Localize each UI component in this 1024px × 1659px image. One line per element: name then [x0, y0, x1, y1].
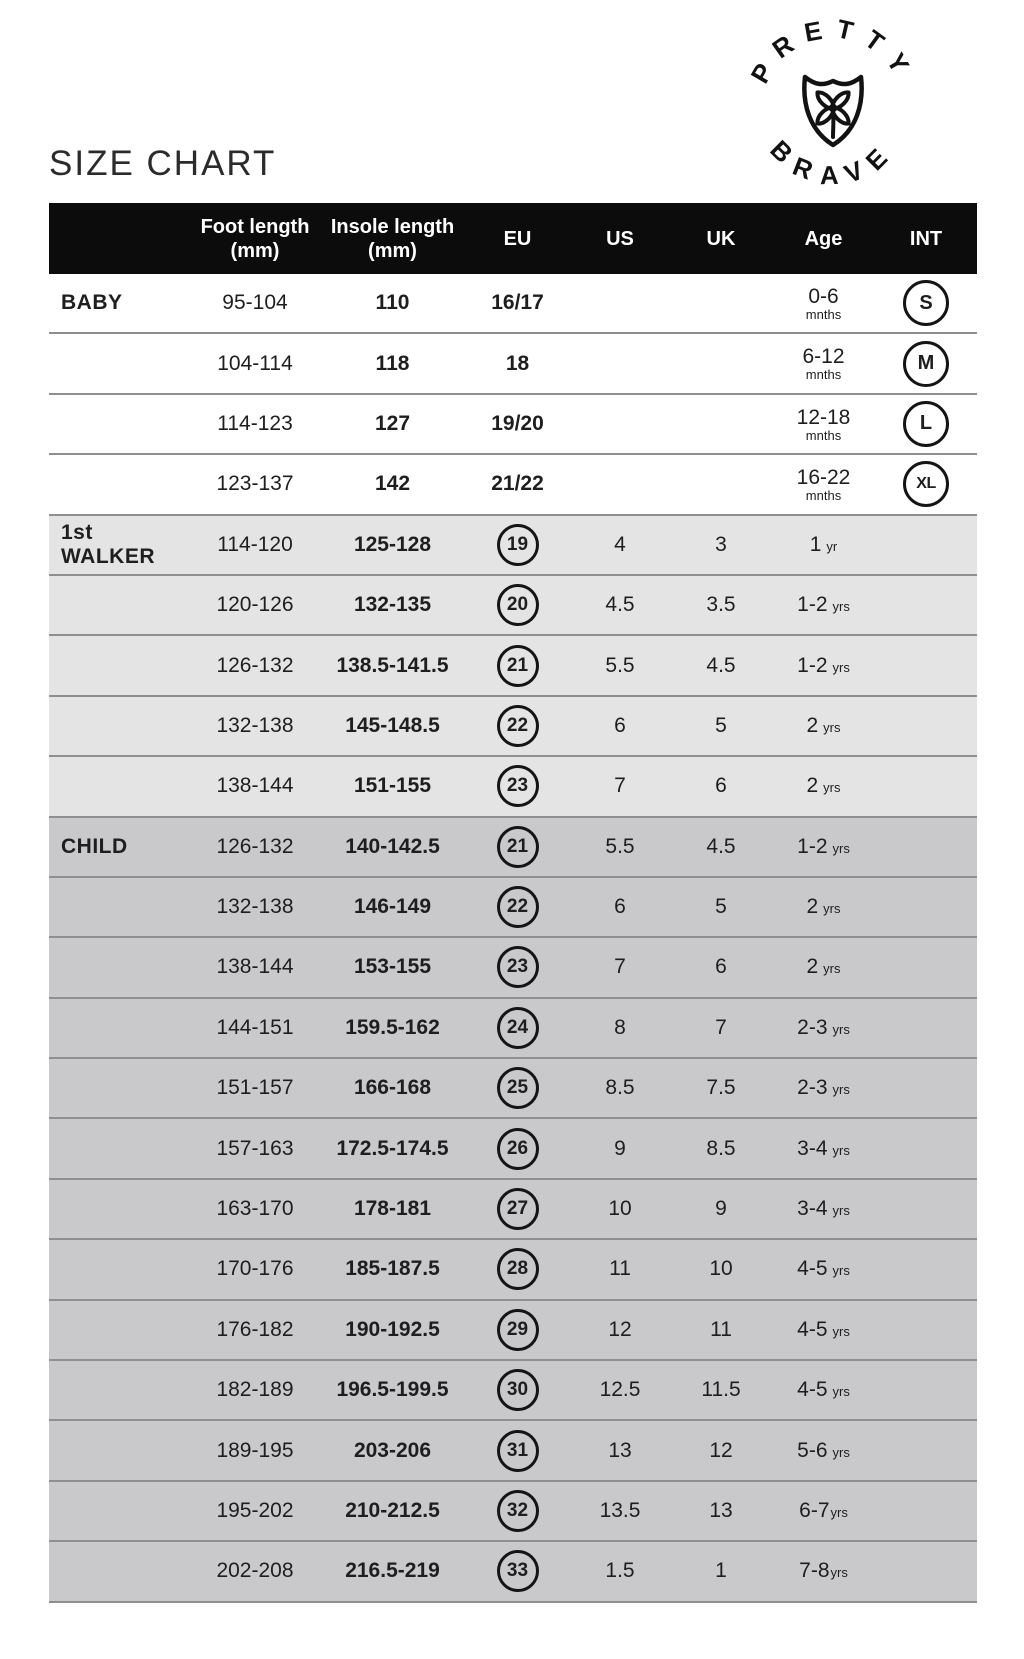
insole-length-cell: 127	[374, 411, 411, 435]
foot-length-cell: 95-104	[222, 291, 288, 315]
foot-length-cell: 151-157	[216, 1076, 294, 1100]
age-number: 1-2	[797, 653, 828, 677]
us-size-cell: 7	[614, 774, 626, 798]
age-value	[797, 1318, 850, 1342]
eu-size-cell	[465, 1248, 570, 1290]
insole-length-cell: 185-187.5	[345, 1257, 440, 1281]
age-unit: yrs	[823, 961, 841, 977]
age-unit: yrs	[823, 719, 841, 735]
age-number: 12-18	[796, 405, 851, 429]
age-unit: yrs	[832, 840, 850, 856]
uk-size-cell: 3	[715, 532, 727, 556]
age-unit: yr	[826, 538, 838, 554]
uk-size-cell: 11.5	[701, 1378, 741, 1402]
insole-length-cell: 151-155	[353, 774, 432, 798]
age-number: 3-4	[797, 1197, 828, 1221]
age-number: 2	[806, 713, 819, 737]
insole-length-cell: 145-148.5	[345, 713, 440, 737]
foot-length-cell: 138-144	[216, 955, 294, 979]
column-header-insole-length: Insole length (mm)	[330, 215, 455, 262]
insole-length-cell: 153-155	[353, 955, 432, 979]
uk-size-cell: 1	[715, 1559, 727, 1583]
us-size-cell: 1.5	[605, 1559, 635, 1583]
age-value	[797, 654, 850, 678]
foot-length-cell: 182-189	[216, 1378, 294, 1402]
age-unit: yrs	[832, 1384, 850, 1400]
section-label-cell: BABY	[61, 291, 123, 315]
insole-length-cell: 190-192.5	[345, 1317, 440, 1341]
eu-size-circle-badge: 33	[497, 1550, 539, 1592]
us-size-cell: 6	[614, 713, 626, 737]
age-cell	[772, 774, 875, 798]
int-size-cell	[875, 461, 977, 507]
us-size-cell: 6	[614, 895, 626, 919]
section-label-cell: CHILD	[61, 834, 128, 858]
eu-size-value: 18	[505, 351, 530, 375]
age-cell	[772, 714, 875, 738]
uk-size-cell: 7	[715, 1015, 727, 1039]
eu-size-cell	[465, 291, 570, 315]
eu-size-circle-badge: 20	[497, 584, 539, 626]
age-value	[797, 593, 850, 617]
age-cell	[772, 1016, 875, 1040]
eu-size-circle-badge: 25	[497, 1067, 539, 1109]
table-header-row	[49, 203, 977, 274]
eu-size-circle-badge: 21	[497, 645, 539, 687]
uk-size-cell: 5	[715, 713, 727, 737]
foot-length-cell: 120-126	[216, 593, 294, 617]
eu-size-circle-badge: 19	[497, 524, 539, 566]
table-row	[49, 1482, 977, 1542]
insole-length-cell: 138.5-141.5	[336, 653, 449, 677]
eu-size-cell	[465, 1550, 570, 1592]
uk-size-cell: 11	[710, 1317, 732, 1341]
age-number: 4-5	[797, 1378, 828, 1402]
eu-size-circle-badge: 32	[497, 1490, 539, 1532]
foot-length-cell: 170-176	[216, 1257, 294, 1281]
eu-size-cell	[465, 886, 570, 928]
age-cell	[772, 1257, 875, 1281]
us-size-cell: 4.5	[605, 593, 635, 617]
table-row	[49, 455, 977, 515]
int-size-circle-badge: M	[903, 341, 949, 387]
int-size-cell	[875, 401, 977, 447]
age-value	[806, 774, 840, 798]
age-value	[797, 467, 851, 503]
age-number: 4-5	[797, 1257, 828, 1281]
uk-size-cell: 10	[709, 1257, 733, 1281]
eu-size-cell	[465, 765, 570, 807]
age-number: 2	[806, 774, 819, 798]
age-value	[797, 1439, 850, 1463]
age-value	[799, 1559, 848, 1583]
eu-size-circle-badge: 24	[497, 1007, 539, 1049]
int-size-circle-badge: L	[903, 401, 949, 447]
age-cell	[772, 1439, 875, 1463]
foot-length-cell: 114-123	[217, 411, 293, 435]
eu-size-value: 19/20	[491, 411, 544, 435]
table-row	[49, 1180, 977, 1240]
age-unit: mnths	[805, 306, 842, 322]
age-value	[806, 714, 840, 738]
age-cell	[772, 1378, 875, 1402]
uk-size-cell: 4.5	[706, 834, 736, 858]
age-number: 1-2	[797, 593, 828, 617]
age-cell	[772, 654, 875, 678]
foot-length-cell: 195-202	[216, 1499, 294, 1522]
uk-size-cell: 6	[715, 955, 727, 979]
age-value	[806, 895, 840, 919]
age-unit: yrs	[832, 1444, 850, 1460]
us-size-cell: 7	[614, 955, 626, 979]
int-size-circle-badge: S	[903, 280, 949, 326]
us-size-cell: 12.5	[599, 1378, 641, 1402]
foot-length-cell: 163-170	[216, 1197, 294, 1221]
insole-length-cell: 142	[374, 472, 411, 496]
age-unit: yrs	[832, 1323, 850, 1339]
us-size-cell: 8.5	[605, 1076, 635, 1100]
insole-length-cell: 159.5-162	[345, 1015, 440, 1039]
us-size-cell: 13.5	[599, 1499, 641, 1522]
foot-length-cell: 202-208	[216, 1559, 294, 1583]
table-row	[49, 516, 977, 576]
age-cell	[772, 285, 875, 322]
eu-size-circle-badge: 28	[497, 1248, 539, 1290]
page-title: SIZE CHART	[49, 144, 277, 183]
us-size-cell: 10	[608, 1197, 632, 1221]
table-row	[49, 1542, 977, 1602]
foot-length-cell: 138-144	[216, 774, 294, 798]
column-header-eu: EU	[503, 227, 532, 250]
table-row	[49, 1421, 977, 1481]
age-number: 1	[809, 532, 822, 556]
eu-size-circle-badge: 23	[497, 946, 539, 988]
eu-size-cell	[465, 946, 570, 988]
eu-size-circle-badge: 22	[497, 886, 539, 928]
table-row	[49, 1361, 977, 1421]
uk-size-cell: 3.5	[706, 593, 736, 617]
foot-length-cell: 104-114	[217, 351, 293, 375]
age-unit: mnths	[805, 427, 842, 443]
column-header-int: INT	[909, 227, 943, 250]
us-size-cell: 5.5	[605, 834, 635, 858]
age-number: 5-6	[797, 1438, 828, 1462]
eu-size-cell	[465, 705, 570, 747]
eu-size-cell	[465, 1128, 570, 1170]
age-cell	[772, 1559, 875, 1583]
age-number: 2-3	[797, 1076, 828, 1100]
foot-length-cell: 126-132	[216, 834, 294, 858]
age-value	[806, 286, 841, 322]
foot-length-cell: 126-132	[216, 653, 294, 677]
age-number: 16-22	[796, 466, 851, 490]
age-unit: yrs	[823, 780, 841, 796]
table-row	[49, 274, 977, 334]
eu-size-cell	[465, 1369, 570, 1411]
eu-size-circle-badge: 22	[497, 705, 539, 747]
us-size-cell: 4	[614, 532, 626, 556]
age-cell	[772, 835, 875, 859]
eu-size-circle-badge: 30	[497, 1369, 539, 1411]
table-row	[49, 1301, 977, 1361]
age-value	[797, 1197, 850, 1221]
foot-length-cell: 123-137	[216, 472, 294, 496]
column-header-us: US	[606, 227, 634, 250]
eu-size-cell	[465, 352, 570, 376]
age-value	[810, 533, 838, 557]
table-row	[49, 818, 977, 878]
eu-size-cell	[465, 826, 570, 868]
eu-size-circle-badge: 31	[497, 1430, 539, 1472]
uk-size-cell: 13	[709, 1499, 733, 1522]
age-value	[797, 1137, 850, 1161]
eu-size-circle-badge: 26	[497, 1128, 539, 1170]
age-unit: yrs	[832, 1142, 850, 1158]
eu-size-cell	[465, 1007, 570, 1049]
uk-size-cell: 7.5	[706, 1076, 736, 1100]
eu-size-value: 21/22	[491, 472, 544, 496]
age-cell	[772, 533, 875, 557]
us-size-cell: 5.5	[605, 653, 635, 677]
age-cell	[772, 1197, 875, 1221]
eu-size-circle-badge: 29	[497, 1309, 539, 1351]
age-cell	[772, 593, 875, 617]
table-row	[49, 334, 977, 394]
int-size-cell	[875, 341, 977, 387]
table-row	[49, 636, 977, 696]
eu-size-cell	[465, 1430, 570, 1472]
table-row	[49, 1059, 977, 1119]
us-size-cell: 11	[609, 1257, 631, 1281]
age-cell	[772, 1137, 875, 1161]
eu-size-cell	[465, 1309, 570, 1351]
uk-size-cell: 5	[715, 895, 727, 919]
age-cell	[772, 955, 875, 979]
table-row	[49, 999, 977, 1059]
age-value	[797, 1016, 850, 1040]
insole-length-cell: 110	[375, 291, 410, 315]
age-unit: yrs	[823, 901, 841, 917]
table-row	[49, 697, 977, 757]
uk-size-cell: 9	[715, 1197, 727, 1221]
insole-length-cell: 216.5-219	[345, 1559, 440, 1583]
foot-length-cell: 157-163	[216, 1136, 294, 1160]
age-unit: yrs	[832, 599, 850, 615]
age-unit: yrs	[832, 1082, 850, 1098]
us-size-cell: 13	[608, 1438, 632, 1462]
age-cell	[772, 895, 875, 919]
age-number: 0-6	[808, 284, 839, 308]
eu-size-cell	[465, 1067, 570, 1109]
uk-size-cell: 12	[709, 1438, 733, 1462]
age-value	[797, 1257, 850, 1281]
foot-length-cell: 176-182	[216, 1317, 294, 1341]
age-unit: yrs	[830, 1565, 848, 1581]
column-header-foot-length: Foot length (mm)	[200, 215, 310, 262]
insole-length-cell: 132-135	[353, 593, 432, 617]
insole-length-cell: 178-181	[353, 1197, 432, 1221]
eu-size-value: 16/17	[491, 291, 544, 315]
eu-size-circle-badge: 21	[497, 826, 539, 868]
age-unit: yrs	[830, 1505, 848, 1520]
age-unit: yrs	[832, 1021, 850, 1037]
age-number: 2-3	[797, 1015, 828, 1039]
insole-length-cell: 125-128	[353, 532, 432, 556]
int-size-circle-badge: XL	[903, 461, 949, 507]
uk-size-cell: 8.5	[706, 1136, 736, 1160]
column-header-age: Age	[804, 227, 843, 250]
age-unit: yrs	[832, 1263, 850, 1279]
table-row	[49, 1240, 977, 1300]
age-value	[806, 955, 840, 979]
flower-icon	[814, 89, 851, 137]
eu-size-cell	[465, 1490, 570, 1532]
age-number: 1-2	[797, 834, 828, 858]
us-size-cell: 9	[614, 1136, 626, 1160]
eu-size-cell	[465, 524, 570, 566]
age-unit: yrs	[832, 659, 850, 675]
age-number: 2	[806, 955, 819, 979]
insole-length-cell: 172.5-174.5	[336, 1136, 449, 1160]
int-size-cell	[875, 280, 977, 326]
size-chart-table	[49, 203, 977, 1603]
age-cell	[772, 1318, 875, 1342]
age-value	[797, 1378, 850, 1402]
uk-size-cell: 4.5	[706, 653, 736, 677]
foot-length-cell: 114-120	[217, 532, 293, 556]
eu-size-cell	[465, 584, 570, 626]
age-number: 6-7	[799, 1499, 830, 1522]
us-size-cell: 8	[614, 1015, 626, 1039]
age-number: 3-4	[797, 1136, 828, 1160]
eu-size-circle-badge: 23	[497, 765, 539, 807]
age-number: 7-8	[799, 1559, 830, 1583]
age-unit: mnths	[805, 367, 842, 383]
age-value	[797, 1076, 850, 1100]
foot-length-cell: 144-151	[216, 1015, 294, 1039]
age-value	[802, 346, 844, 382]
foot-length-cell: 132-138	[216, 713, 294, 737]
age-number: 2	[806, 895, 819, 919]
table-row	[49, 938, 977, 998]
age-cell	[772, 345, 875, 382]
age-value	[799, 1499, 848, 1523]
insole-length-cell: 166-168	[353, 1076, 432, 1100]
age-unit: mnths	[805, 488, 842, 504]
insole-length-cell: 196.5-199.5	[336, 1378, 449, 1402]
age-cell	[772, 466, 875, 503]
pretty-brave-logo	[743, 18, 923, 198]
eu-size-cell	[465, 472, 570, 496]
eu-size-circle-badge: 27	[497, 1188, 539, 1230]
age-unit: yrs	[832, 1203, 850, 1219]
logo-arc-bottom-text: BRAVE	[764, 134, 902, 191]
insole-length-cell: 210-212.5	[345, 1499, 440, 1522]
age-cell	[772, 1076, 875, 1100]
foot-length-cell: 189-195	[216, 1438, 294, 1462]
foot-length-cell: 132-138	[216, 895, 294, 919]
table-row	[49, 878, 977, 938]
age-cell	[772, 406, 875, 443]
table-row	[49, 395, 977, 455]
insole-length-cell: 146-149	[353, 895, 432, 919]
table-row	[49, 576, 977, 636]
age-cell	[772, 1499, 875, 1523]
eu-size-cell	[465, 1188, 570, 1230]
eu-size-cell	[465, 412, 570, 436]
table-row	[49, 757, 977, 817]
age-value	[797, 835, 850, 859]
eu-size-cell	[465, 645, 570, 687]
age-value	[797, 407, 851, 443]
insole-length-cell: 140-142.5	[345, 834, 440, 858]
column-header-uk: UK	[706, 227, 736, 250]
section-label-cell: 1st WALKER	[61, 520, 155, 568]
us-size-cell: 12	[608, 1317, 632, 1341]
insole-length-cell: 118	[375, 351, 410, 375]
table-body	[49, 274, 977, 1603]
uk-size-cell: 6	[715, 774, 727, 798]
insole-length-cell: 203-206	[353, 1438, 432, 1462]
table-row	[49, 1119, 977, 1179]
age-number: 4-5	[797, 1317, 828, 1341]
age-number: 6-12	[802, 345, 845, 369]
logo-arc-top-text: PRETTY	[744, 18, 922, 89]
